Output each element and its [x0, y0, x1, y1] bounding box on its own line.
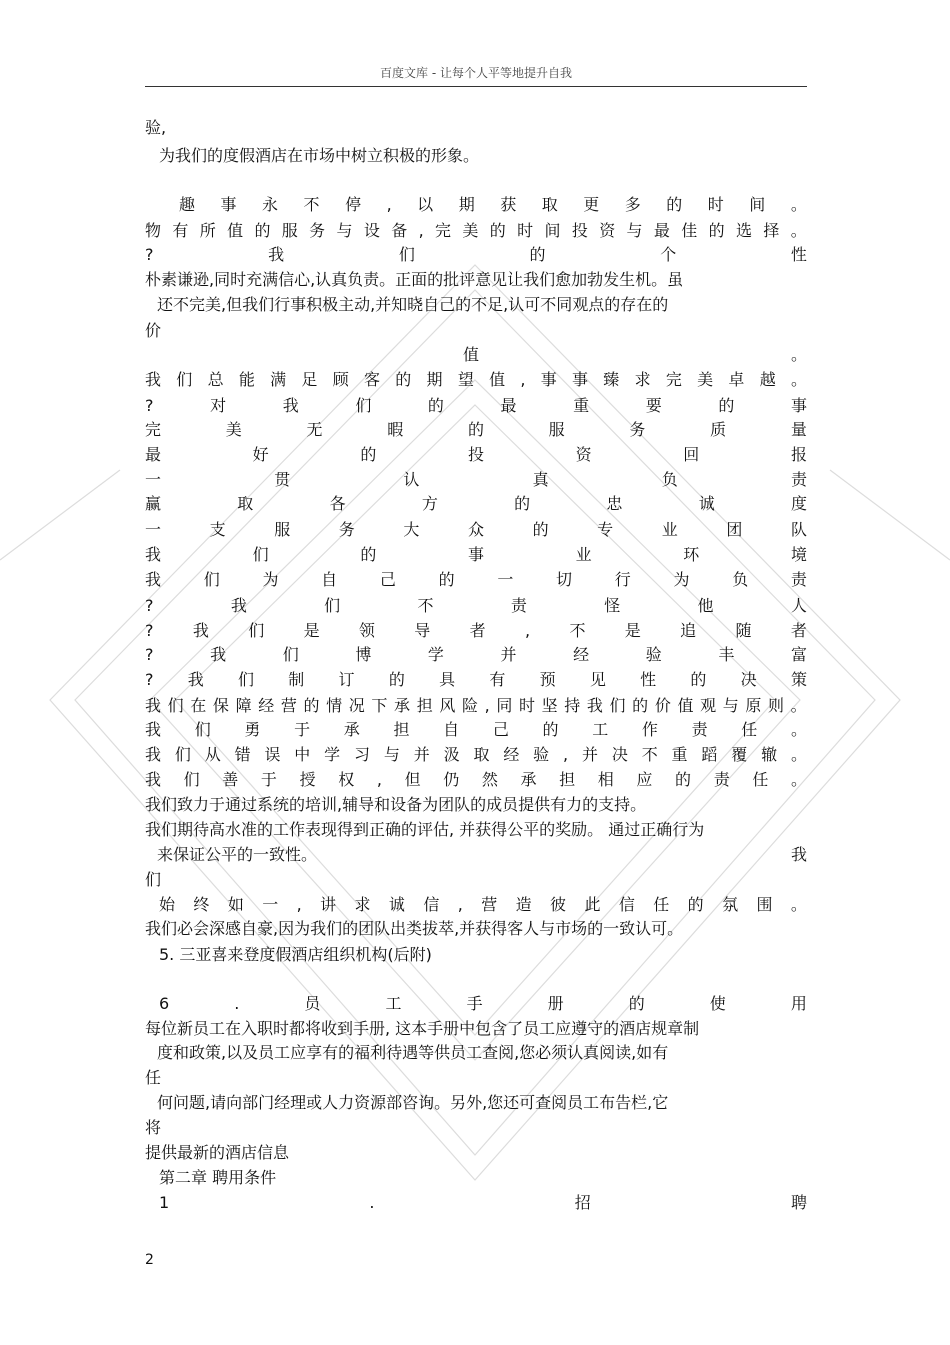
text-line: 物 有 所 值 的 服 务 与 设 备 , 完 美 的 时 间 投 资 与 最 佳 的 选 择 。	[145, 221, 807, 240]
text-line: 完 美 无 暇 的 服 务 质 量	[145, 420, 807, 439]
text-line: 1 . 招 聘	[159, 1193, 807, 1212]
text-line: 何问题,请向部门经理或人力资源部咨询。另外,您还可查阅员工布告栏,它	[157, 1093, 669, 1112]
header-divider	[145, 86, 807, 87]
text-line: 我们必会深感自豪,因为我们的团队出类拔萃,并获得客人与市场的一致认可。	[145, 919, 684, 938]
page-header: 百度文库 - 让每个人平等地提升自我	[380, 66, 572, 80]
text-line: 我 们 勇 于 承 担 自 己 的 工 作 责 任 。	[145, 720, 807, 739]
text-line: 趣 事 永 不 停 , 以 期 获 取 更 多 的 时 间 。	[179, 195, 807, 214]
text-line: 将	[145, 1118, 162, 1137]
text-line: 还不完美,但我们行事积极主动,并知晓自己的不足,认可不同观点的存在的	[157, 295, 669, 314]
text-line: 我们致力于通过系统的培训,辅导和设备为团队的成员提供有力的支持。	[145, 795, 647, 814]
text-line: 值 。	[463, 345, 807, 364]
text-line: ? 我 们 是 领 导 者 , 不 是 追 随 者	[145, 621, 807, 640]
text-line: 我们期待高水准的工作表现得到正确的评估, 并获得公平的奖励。 通过正确行为	[145, 820, 705, 839]
text-line: 价	[145, 321, 162, 340]
text-line: 任	[145, 1068, 162, 1087]
text-line: 来保证公平的一致性。 我	[157, 845, 807, 864]
text-line: 验,	[145, 118, 167, 137]
text-line: ? 我 们 不 责 怪 他 人	[145, 596, 807, 615]
text-line: 我 们 在 保 障 经 营 的 情 况 下 承 担 风 险 , 同 时 坚 持 我 们 的 价 值 观 与 原 则 。	[145, 696, 807, 715]
text-line: 我 们 善 于 授 权 , 但 仍 然 承 担 相 应 的 责 任 。	[145, 770, 807, 789]
text-line: 6 . 员 工 手 册 的 使 用	[159, 994, 807, 1013]
text-line: ? 我 们 制 订 的 具 有 预 见 性 的 决 策	[145, 670, 807, 689]
text-line: 一 贯 认 真 负 责	[145, 470, 807, 489]
text-line: ? 我 们 博 学 并 经 验 丰 富	[145, 645, 807, 664]
text-line: 我 们 为 自 己 的 一 切 行 为 负 责	[145, 570, 807, 589]
text-line: 赢 取 各 方 的 忠 诚 度	[145, 494, 807, 513]
text-line: 我 们 的 事 业 环 境	[145, 545, 807, 564]
text-line: 每位新员工在入职时都将收到手册, 这本手册中包含了员工应遵守的酒店规章制	[145, 1019, 700, 1038]
text-line: 第二章 聘用条件	[159, 1168, 277, 1187]
text-line: 们	[145, 870, 162, 889]
page-number: 2	[145, 1252, 154, 1268]
text-line: 朴素谦逊,同时充满信心,认真负责。正面的批评意见让我们愈加勃发生机。虽	[145, 270, 684, 289]
text-line: 我 们 总 能 满 足 顾 客 的 期 望 值 , 事 事 臻 求 完 美 卓 越 。	[145, 370, 807, 389]
text-line: 为我们的度假酒店在市场中树立积极的形象。	[159, 146, 480, 165]
text-line: 度和政策,以及员工应享有的福利待遇等供员工查阅,您必须认真阅读,如有	[157, 1043, 669, 1062]
text-line: 始 终 如 一 , 讲 求 诚 信 , 营 造 彼 此 信 任 的 氛 围 。	[159, 895, 807, 914]
text-line: 一 支 服 务 大 众 的 专 业 团 队	[145, 520, 807, 539]
text-line: 我 们 从 错 误 中 学 习 与 并 汲 取 经 验 , 并 决 不 重 蹈 覆 辙 。	[145, 745, 807, 764]
text-line: 最 好 的 投 资 回 报	[145, 445, 807, 464]
text-line: ? 对 我 们 的 最 重 要 的 事	[145, 396, 807, 415]
text-line: 提供最新的酒店信息	[145, 1143, 290, 1162]
text-line: 5. 三亚喜来登度假酒店组织机构(后附)	[159, 945, 432, 964]
text-line: ? 我 们 的 个 性	[145, 245, 807, 264]
